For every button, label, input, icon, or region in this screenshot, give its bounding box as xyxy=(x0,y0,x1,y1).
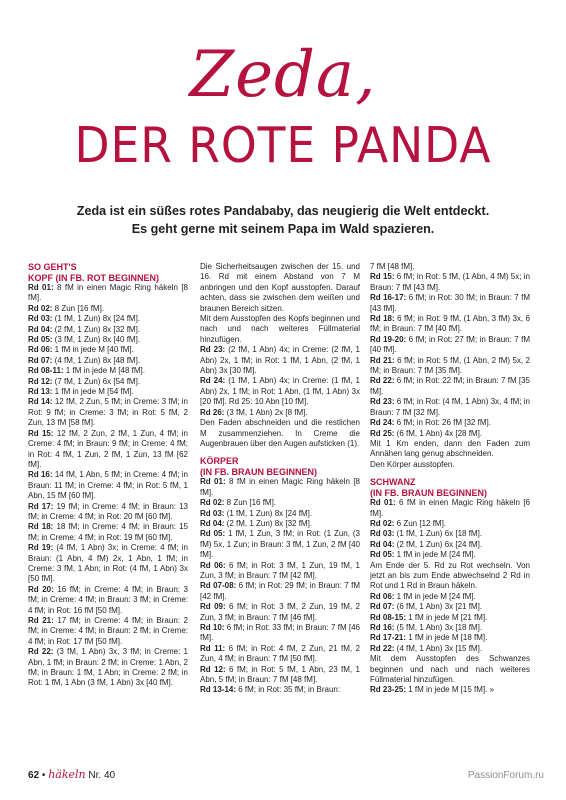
instruction-row xyxy=(370,335,530,356)
instruction-row xyxy=(200,561,360,582)
row-text: (3 fM, 1 Zun) 8x [40 fM]. xyxy=(52,335,141,345)
row-label: Rd 03: xyxy=(28,314,53,324)
row-text: 6 fM; in Rot: 26 fM [32 fM]. xyxy=(394,418,491,428)
instruction-row xyxy=(200,498,360,508)
row-label: Rd 01: xyxy=(200,477,226,487)
row-text: 6 fM; in Rot: 4 fM, 2 Zun, 21 fM, 2 Zun, 4 fM; in Braun: 7 fM [50 fM]. xyxy=(200,643,360,664)
instruction-row xyxy=(28,387,188,397)
row-label: Rd 23: xyxy=(370,397,395,407)
row-text: 1 fM in jede M [40 fM]. xyxy=(52,345,134,355)
paragraph: Die Sicherheitsaugen zwischen der 15. und 16. Rd mit einem Abstand von 7 M anbringen und den Kopf ausstopfen. Darauf achten, dass sie zwischen dem weißen und braunen Bereich sitzen. xyxy=(200,262,360,313)
instruction-row xyxy=(200,477,360,498)
page-footer xyxy=(28,768,115,781)
paragraph: Am Ende der 5. Rd zu Rot wechseln. Von jetzt an bis zum Ende abwechselnd 2 Rd in Rot und 1 Rd in Braun häkeln. xyxy=(370,560,530,591)
row-label: Rd 25: xyxy=(370,428,395,438)
instruction-row xyxy=(370,519,530,529)
row-text: (5 fM, 1 Abn) 3x [18 fM]. xyxy=(394,623,483,632)
section-gap xyxy=(200,449,360,456)
row-text: 6 fM; in Rot: (4 fM, 1 Abn) 3x, 4 fM; in Braun: 7 fM [32 fM]. xyxy=(370,397,530,417)
row-text: 1 fM in jede M [48 fM]. xyxy=(63,366,145,376)
section-heading: (IN FB. BRAUN BEGINNEN) xyxy=(200,466,317,477)
row-text: (2 fM, 1 Abn) 4x; in Creme: (2 fM, 1 Abn) 2x, 1 fM; in Rot: 1 fM, 1 Abn, (2 fM, 1 Abn) 3x [30 fM]. xyxy=(200,345,360,376)
section-gap xyxy=(370,470,530,477)
instruction-row xyxy=(28,366,188,376)
row-label: Rd 22: xyxy=(370,643,395,653)
row-label: Rd 05: xyxy=(28,335,53,345)
row-label: Rd 17: xyxy=(28,501,54,511)
instruction-row xyxy=(370,314,530,335)
row-text: 18 fM; in Creme: 4 fM; in Braun: 15 fM; in Creme: 4 fM; in Rot: 19 fM [60 fM]. xyxy=(28,522,189,542)
instruction-row xyxy=(28,616,188,647)
row-text: (2 fM, 1 Zun) 8x [32 fM]. xyxy=(52,324,141,334)
row-label: Rd 12: xyxy=(200,664,226,674)
row-label: Rd 13: xyxy=(28,387,53,397)
row-label: Rd 03: xyxy=(370,529,395,539)
instruction-row xyxy=(370,685,530,695)
row-label: Rd 06: xyxy=(370,591,395,601)
row-text: (1 fM, 1 Abn) 4x; in Creme: (1 fM, 1 Abn) 2x, 1 fM; in Rot: 1 Abn, (1 fM, 1 Abn) 3x [20 fM]. Rd 25: 10 Abn [10 fM]. xyxy=(200,376,360,407)
row-text: (1 fM, 1 Zun) 8x [24 fM]. xyxy=(224,508,313,518)
row-label: Rd 02: xyxy=(370,518,395,528)
row-text: 6 fM; in Rot: 5 fM, (1 Abn, 2 fM) 5x, 2 fM; in Braun: 7 fM [35 fM]. xyxy=(370,355,531,376)
row-label: Rd 24: xyxy=(200,376,226,386)
row-label: Rd 21: xyxy=(370,355,395,365)
row-text: 1 fM, 1 Zun, 3 fM; in Rot: (1 Zun, (3 fM) 5x, 1 Zun; in Braun: 3 fM, 1 Zun, 2 fM [40 fM]. xyxy=(200,529,361,560)
row-text: 6 fM; in Rot: 9 fM, (1 Abn, 3 fM) 3x, 6 fM; in Braun: 7 fM [40 fM]. xyxy=(370,314,531,334)
row-text: 6 fM; in Rot: 33 fM; in Braun: 7 fM [46 fM]. xyxy=(200,623,360,643)
instruction-row xyxy=(370,644,530,654)
issue-number: Nr. 40 xyxy=(88,770,116,781)
paragraph: Mit 1 Km enden, dann den Faden zum Annähen lang genug abschneiden. xyxy=(370,438,530,459)
row-label: Rd 14: xyxy=(28,397,53,407)
row-label: Rd 07: xyxy=(370,602,395,612)
title-script: Zeda, xyxy=(189,38,377,112)
instruction-row xyxy=(370,272,530,293)
row-label: Rd 04: xyxy=(28,324,53,334)
row-text: 12 fM, 2 Zun, 2 fM, 1 Zun, 4 fM; in Creme: 4 fM; in Braun: 9 fM; in Creme: 4 fM; in Rot: 4 fM, 1 Zun, 2 fM, 1 Zun, 13 fM [62 fM]. xyxy=(28,428,189,469)
row-label: Rd 02: xyxy=(200,498,225,508)
row-text: 8 fM in einen Magic Ring häkeln [8 fM]. xyxy=(200,477,360,497)
instruction-row xyxy=(28,314,188,324)
row-text: (3 fM, 1 Abn) 3x, 3 fM; in Creme: 1 Abn, 1 fM; in Braun: 2 fM; in Creme: 1 Abn, 2 fM; in Braun: 1 fM, 1 Abn; in Creme: 2 fM; in Rot: 1 fM, 1 Abn (3 fM, 1 Abn) 3x [40 fM]. xyxy=(28,647,188,688)
row-label: Rd 04: xyxy=(370,539,395,549)
row-label: Rd 07: xyxy=(28,355,53,365)
row-text: 6 fM; in Rot: 27 fM; in Braun: 7 fM [40 fM]. xyxy=(370,334,531,355)
row-label: Rd 23-25: xyxy=(370,685,407,695)
row-label: Rd 19-20: xyxy=(370,334,407,344)
instruction-row xyxy=(370,529,530,539)
row-label: Rd 20: xyxy=(28,584,54,594)
instruction-row xyxy=(200,685,360,695)
row-text: 16 fM; in Creme: 4 fM; in Braun: 3 fM; in Creme: 4 fM; in Braun: 3 fM; in Creme: 4 fM; in Rot: 16 fM [50 fM]. xyxy=(28,584,188,615)
row-label: Rd 06: xyxy=(200,560,226,570)
row-label: Rd 02: xyxy=(28,303,53,313)
section-heading: SO GEHT'S xyxy=(28,262,77,272)
instruction-row xyxy=(28,345,188,355)
row-text: 8 Zun [16 fM]. xyxy=(224,498,277,508)
instruction-row xyxy=(28,304,188,314)
row-label: Rd 15: xyxy=(28,428,54,438)
instruction-row xyxy=(200,509,360,519)
row-label: Rd 26: xyxy=(200,407,225,417)
instruction-row xyxy=(200,623,360,644)
row-label: Rd 07-08: xyxy=(200,581,237,591)
section-heading: (IN FB. BRAUN BEGINNEN) xyxy=(370,487,487,498)
instruction-row xyxy=(28,335,188,345)
section-heading: KÖRPER xyxy=(200,456,239,467)
row-label: Rd 24: xyxy=(370,418,395,428)
row-label: Rd 05: xyxy=(200,529,226,539)
row-text: 1 fM in jede M [54 fM]. xyxy=(52,387,134,397)
instruction-row xyxy=(370,550,530,560)
magazine-name: häkeln xyxy=(48,768,86,781)
paragraph: 7 fM [48 fM]. xyxy=(370,262,415,271)
row-text: 6 fM; in Rot: 5 fM, 1 Abn, 23 fM, 1 Abn, 5 fM; in Braun: 7 fM [48 fM]. xyxy=(200,664,361,685)
column-1 xyxy=(28,262,188,689)
row-label: Rd 10: xyxy=(200,623,225,632)
instruction-row xyxy=(200,408,360,418)
instruction-row xyxy=(200,529,360,560)
instruction-row xyxy=(28,356,188,366)
instruction-row xyxy=(28,377,188,387)
instruction-row xyxy=(370,397,530,418)
row-text: 1 fM in jede M [18 fM]. xyxy=(406,633,488,643)
paragraph: Den Körper ausstopfen. xyxy=(370,459,455,469)
row-text: 6 fM in einen Magic Ring häkeln [6 fM]. xyxy=(370,498,530,518)
row-text: (4 fM, 1 Abn) 3x [15 fM]. xyxy=(394,643,483,653)
instruction-row xyxy=(370,633,530,643)
instruction-row xyxy=(370,498,530,519)
row-text: (4 fM, 1 Zun) 8x [48 fM]. xyxy=(52,355,141,365)
row-text: 1 fM in jede M [15 fM]. » xyxy=(406,685,495,695)
intro-line-2: Es geht gerne mit seinem Papa im Wald spazieren. xyxy=(131,222,435,236)
page-number: 62 xyxy=(28,770,40,781)
row-text: 6 Zun [12 fM]. xyxy=(394,518,447,528)
instruction-row xyxy=(28,429,188,471)
paragraph: Den Faden abschneiden und die restlichen M zusammenziehen. In Creme die Augenbrauen über den Augen aufsticken (1). xyxy=(200,418,360,448)
instruction-row xyxy=(370,592,530,602)
row-label: Rd 16: xyxy=(28,470,53,480)
row-label: Rd 03: xyxy=(200,508,225,518)
instruction-row xyxy=(28,585,188,616)
instruction-row xyxy=(370,429,530,439)
row-text: 8 Zun [16 fM]. xyxy=(52,303,105,313)
row-label: Rd 05: xyxy=(370,550,395,560)
watermark: PassionForum.ru xyxy=(467,770,544,781)
column-3 xyxy=(370,262,530,696)
instruction-row xyxy=(370,293,530,314)
row-text: (6 fM, 1 Abn) 4x [28 fM]. xyxy=(394,428,483,438)
row-text: 6 fM; in Rot: 29 fM; in Braun: 7 fM [42 fM]. xyxy=(200,581,361,601)
row-text: (2 fM, 1 Zun) 6x [24 fM]. xyxy=(394,539,483,549)
instruction-row xyxy=(200,581,360,602)
row-text: (7 fM, 1 Zun) 6x [54 fM]. xyxy=(52,376,141,386)
row-label: Rd 23: xyxy=(200,345,226,355)
paragraph: Mit dem Ausstopfen des Schwanzes beginnen und nach und nach weiteres Füllmaterial hinzufügen. xyxy=(370,654,530,685)
row-text: (4 fM, 1 Abn) 3x; in Creme: 4 fM; in Braun: (1 Abn, 4 fM) 2x, 1 Abn, 1 fM; in Creme: 3 fM, 1 Abn; in Rot: (4 fM, 1 Abn) 3x [50 fM]. xyxy=(28,543,188,584)
row-label: Rd 11: xyxy=(200,643,226,653)
row-text: (3 fM, 1 Abn) 2x [8 fM]. xyxy=(224,407,308,417)
row-text: 6 fM; in Rot: 3 fM, 1 Zun, 19 fM, 1 Zun, 3 fM; in Braun: 7 fM [42 fM]. xyxy=(200,560,360,580)
row-text: 12 fM, 2 Zun, 5 fM; in Creme: 3 fM; in Rot: 9 fM; in Creme: 3 fM; in Rot: 5 fM, 2 Zun, 13 fM [58 fM]. xyxy=(28,397,189,428)
row-label: Rd 15: xyxy=(370,272,395,282)
instruction-row xyxy=(28,283,188,304)
row-text: 1 fM in jede M [24 fM]. xyxy=(394,550,476,560)
row-label: Rd 04: xyxy=(200,518,225,528)
row-text: 14 fM, 1 Abn, 5 fM; in Creme: 4 fM; in Braun: 11 fM; in Creme: 4 fM; in Rot: 5 fM, 1 Abn, 15 fM [60 fM]. xyxy=(28,470,189,501)
row-label: Rd 22: xyxy=(28,647,54,657)
main-title: DER ROTE PANDA xyxy=(74,117,492,174)
instruction-row xyxy=(28,543,188,585)
row-label: Rd 01: xyxy=(370,498,396,508)
row-label: Rd 13-14: xyxy=(200,685,237,695)
row-label: Rd 09: xyxy=(200,602,226,612)
row-label: Rd 18: xyxy=(28,522,54,532)
row-label: Rd 17-21: xyxy=(370,633,407,643)
row-text: 6 fM; in Rot: 3 fM, 2 Zun, 19 fM, 2 Zun, 3 fM; in Braun: 7 fM [46 fM]. xyxy=(200,602,360,622)
row-text: 6 fM; in Rot: 22 fM; in Braun: 7 fM [35 fM]. xyxy=(370,376,530,396)
row-text: 6 fM; in Rot: 30 fM; in Braun: 7 fM [43 fM]. xyxy=(370,293,531,313)
row-text: (6 fM, 1 Abn) 3x [21 fM]. xyxy=(394,602,483,612)
row-label: Rd 19: xyxy=(28,543,54,553)
instruction-row xyxy=(370,602,530,612)
instruction-row xyxy=(200,644,360,665)
instruction-row xyxy=(28,397,188,428)
row-text: (2 fM, 1 Zun) 8x [32 fM]. xyxy=(224,518,313,528)
row-text: 6 fM; in Rot: 5 fM, (1 Abn, 4 fM) 5x; in Braun: 7 fM [43 fM]. xyxy=(370,272,530,292)
row-label: Rd 08-11: xyxy=(28,366,64,376)
footer-bullet: • xyxy=(41,770,46,781)
instruction-row xyxy=(28,647,188,689)
row-label: Rd 06: xyxy=(28,345,53,355)
row-label: Rd 16-17: xyxy=(370,293,407,303)
instruction-row xyxy=(200,519,360,529)
row-label: Rd 08-15: xyxy=(370,612,407,622)
row-text: (1 fM, 1 Zun) 8x [24 fM]. xyxy=(52,314,141,324)
instruction-row xyxy=(200,602,360,623)
row-label: Rd 21: xyxy=(28,616,54,625)
row-label: Rd 01: xyxy=(28,283,54,292)
instruction-row xyxy=(28,325,188,335)
intro-text xyxy=(40,202,526,238)
instruction-row xyxy=(28,470,188,501)
column-2 xyxy=(200,262,360,696)
row-label: Rd 18: xyxy=(370,314,395,324)
instruction-row xyxy=(370,418,530,428)
row-text: 1 fM in jede M [21 fM]. xyxy=(406,612,488,622)
row-text: 19 fM; in Creme: 4 fM; in Braun: 13 fM; in Creme: 4 fM; in Rot: 20 fM [60 fM]. xyxy=(28,501,189,521)
row-label: Rd 16: xyxy=(370,623,395,632)
instruction-row xyxy=(370,356,530,377)
instruction-row xyxy=(28,522,188,543)
instruction-row xyxy=(200,345,360,376)
paragraph: Mit dem Ausstopfen des Kopfs beginnen und nach und nach weiteres Füllmaterial hinzufügen. xyxy=(200,314,360,344)
row-label: Rd 22: xyxy=(370,376,395,386)
instruction-row xyxy=(370,376,530,397)
row-text: (1 fM, 1 Zun) 6x [18 fM]. xyxy=(394,529,483,539)
instruction-row xyxy=(370,613,530,623)
row-text: 8 fM in einen Magic Ring häkeln [8 fM]. xyxy=(28,283,188,303)
instruction-row xyxy=(200,376,360,407)
row-label: Rd 12: xyxy=(28,376,53,386)
instruction-row xyxy=(28,502,188,523)
section-heading: KOPF (IN FB. ROT BEGINNEN) xyxy=(28,272,159,283)
row-text: 17 fM; in Creme: 4 fM; in Braun: 2 fM; in Creme: 4 fM; in Braun: 2 fM; in Creme: 4 fM; in Rot: 17 fM [50 fM]. xyxy=(28,616,188,646)
row-text: 6 fM; in Rot: 35 fM; in Braun: xyxy=(236,685,341,695)
instruction-row xyxy=(370,623,530,633)
section-heading: SCHWANZ xyxy=(370,477,416,488)
instruction-row xyxy=(200,665,360,686)
intro-line-1: Zeda ist ein süßes rotes Pandababy, das neugierig die Welt entdeckt. xyxy=(76,204,490,218)
instruction-row xyxy=(370,540,530,550)
row-text: 1 fM in jede M [24 fM]. xyxy=(394,591,476,601)
